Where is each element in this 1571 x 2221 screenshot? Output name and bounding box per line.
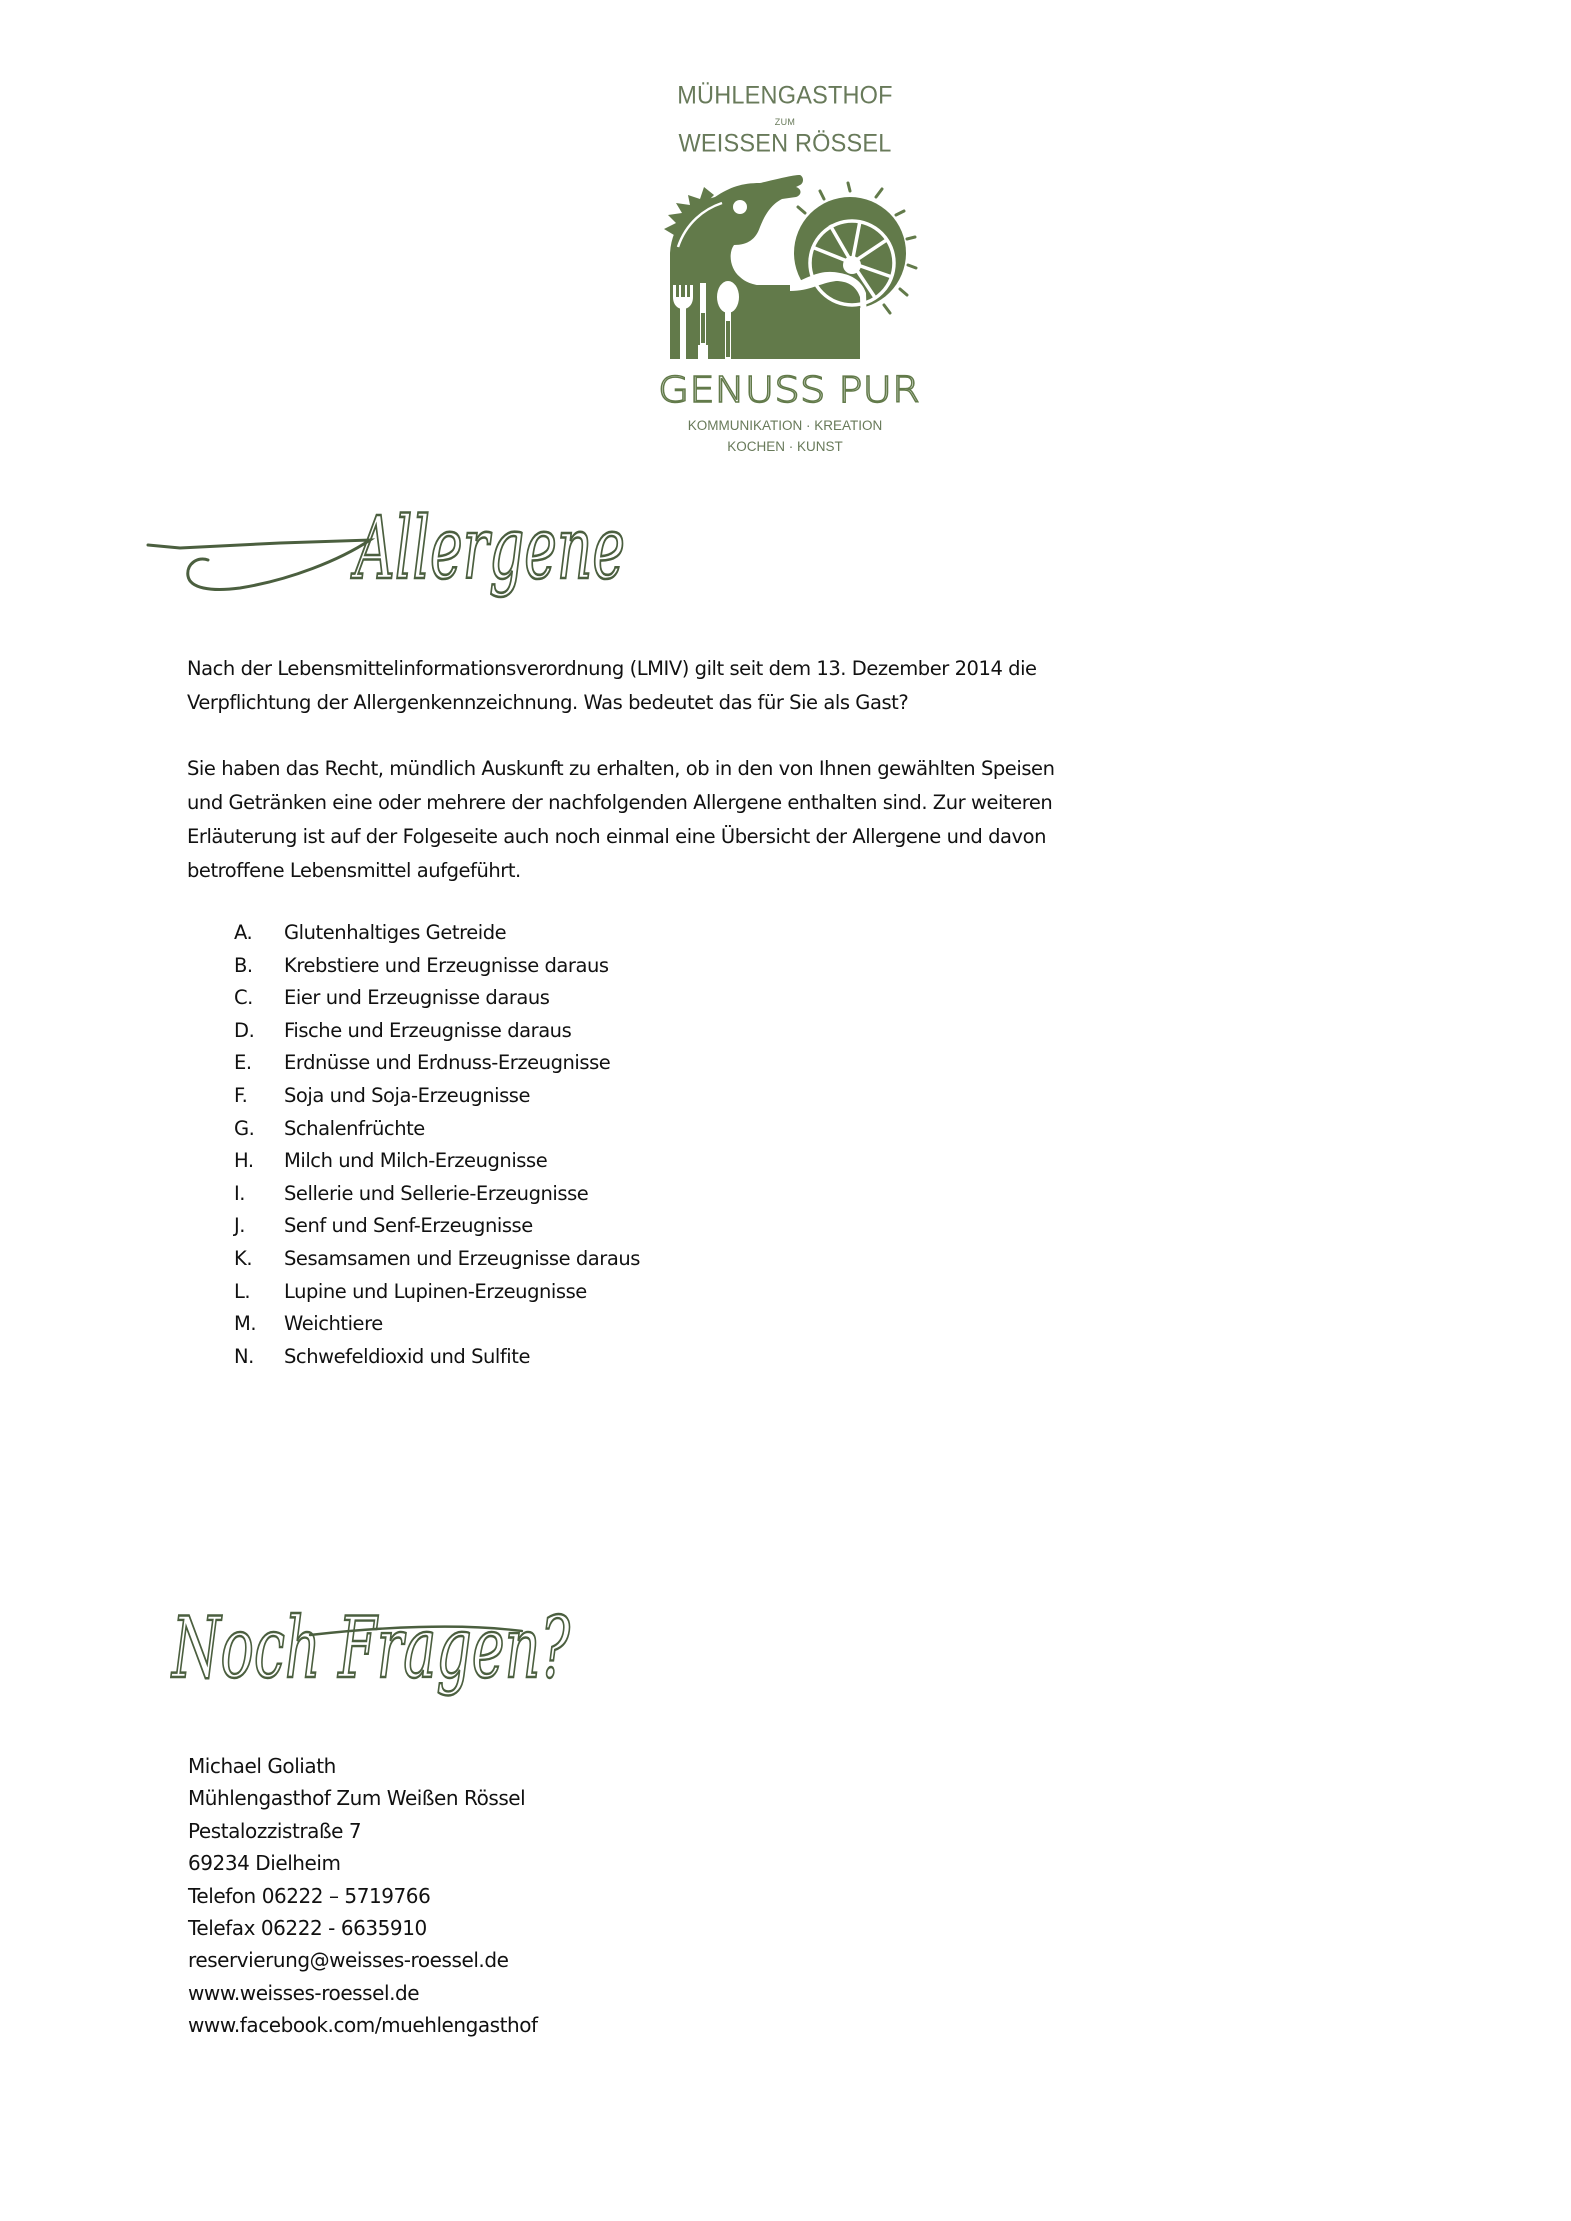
allergen-label: Milch und Milch-Erzeugnisse [284,1149,548,1173]
allergen-letter: J. [234,1214,246,1238]
allergen-item [234,1145,640,1178]
contact-street: Pestalozzistraße 7 [188,1818,362,1843]
allergen-item [234,1243,640,1276]
allergen-letter: K. [234,1246,253,1270]
contact-website-link[interactable]: www.weisses-roessel.de [188,1980,420,2005]
intro-paragraph-2-line-4: betroffene Lebensmittel aufgeführt. [187,859,521,882]
intro-paragraph-1-line-1: Nach der Lebensmittelinformationsverordnung (LMIV) gilt seit dem 13. Dezember 2014 die [187,657,1037,680]
logo-slogan [658,368,920,412]
contact-fax: Telefax 06222 - 6635910 [188,1916,427,1941]
allergen-letter: I. [234,1181,246,1205]
allergen-label: Sesamsamen und Erzeugnisse daraus [284,1246,640,1270]
allergen-label: Schwefeldioxid und Sulfite [284,1344,531,1368]
allergen-letter: C. [234,986,253,1010]
allergen-letter: F. [234,1083,248,1107]
questions-heading-text: Noch Fragen? [170,1599,571,1697]
allergen-label: Eier und Erzeugnisse daraus [284,986,550,1010]
intro-paragraph-2-line-3: Erläuterung ist auf der Folgeseite auch noch einmal eine Übersicht der Allergene und davon [187,825,1047,848]
allergen-letter: B. [234,953,253,977]
allergen-label: Erdnüsse und Erdnuss-Erzeugnisse [284,1051,611,1075]
allergen-label: Weichtiere [284,1312,383,1336]
logo-slogan-text: GENUSS PUR [658,370,920,411]
allergen-item [234,1178,640,1211]
allergen-label: Schalenfrüchte [284,1116,425,1140]
allergen-item [234,1308,640,1341]
allergen-item [234,950,640,983]
horse-mill-wheel-icon [670,173,920,363]
allergen-item [234,982,640,1015]
allergen-letter: G. [234,1116,255,1140]
allergene-heading [140,480,660,650]
logo-tagline-2: KOCHEN · KUNST [727,439,843,454]
allergen-list [234,917,640,1373]
restaurant-logo [620,78,950,468]
allergen-letter: E. [234,1051,252,1075]
allergene-heading-svg [140,480,660,650]
allergen-item [234,1276,640,1309]
allergen-item [234,1047,640,1080]
allergen-label: Senf und Senf-Erzeugnisse [284,1214,533,1238]
contact-phone: Telefon 06222 – 5719766 [188,1883,431,1908]
contact-name: Michael Goliath [188,1754,336,1778]
intro-paragraph-2 [187,752,1247,888]
logo-title-line3: WEISSEN RÖSSEL [678,129,892,157]
contact-city: 69234 Dielheim [188,1851,341,1876]
allergen-letter: A. [234,921,253,944]
questions-heading-svg [160,1585,590,1720]
logo-title-line1: MÜHLENGASTHOF [677,81,893,109]
contact-block [188,1750,538,2042]
allergene-heading-text: Allergene [350,499,625,599]
intro-paragraph-2-line-2: und Getränken eine oder mehrere der nachfolgenden Allergene enthalten sind. Zur weiteren [187,791,1053,814]
allergen-letter: L. [234,1279,251,1303]
allergen-label: Soja und Soja-Erzeugnisse [284,1083,531,1107]
allergen-item [234,1210,640,1243]
allergen-label: Lupine und Lupinen-Erzeugnisse [284,1279,587,1303]
allergen-item [234,1113,640,1146]
contact-facebook-link[interactable]: www.facebook.com/muehlengasthof [188,2013,538,2038]
intro-paragraph-1 [187,652,1247,720]
allergen-item [234,917,640,950]
allergen-item [234,1080,640,1113]
slogan-handwriting [658,368,920,412]
logo-tagline-1: KOMMUNIKATION · KREATION [687,418,883,433]
allergen-label: Fische und Erzeugnisse daraus [284,1018,572,1042]
intro-paragraph-2-line-1: Sie haben das Recht, mündlich Auskunft zu erhalten, ob in den von Ihnen gewählten Speisen [187,757,1055,780]
allergen-label: Sellerie und Sellerie-Erzeugnisse [284,1181,589,1205]
allergen-label: Krebstiere und Erzeugnisse daraus [284,953,609,977]
logo-title-line2: ZUM [774,117,796,127]
allergen-letter: D. [234,1018,255,1042]
contact-business: Mühlengasthof Zum Weißen Rössel [188,1786,526,1811]
intro-paragraph-1-line-2: Verpflichtung der Allergenkennzeichnung. Was bedeutet das für Sie als Gast? [187,691,909,714]
allergen-letter: H. [234,1149,254,1173]
allergen-letter: N. [234,1344,254,1368]
allergen-item [234,1015,640,1048]
allergen-letter: M. [234,1312,257,1336]
allergen-item [234,1341,640,1374]
allergen-label: Glutenhaltiges Getreide [284,921,507,944]
contact-email-link[interactable]: reservierung@weisses-roessel.de [188,1948,509,1973]
questions-heading [160,1585,590,1720]
